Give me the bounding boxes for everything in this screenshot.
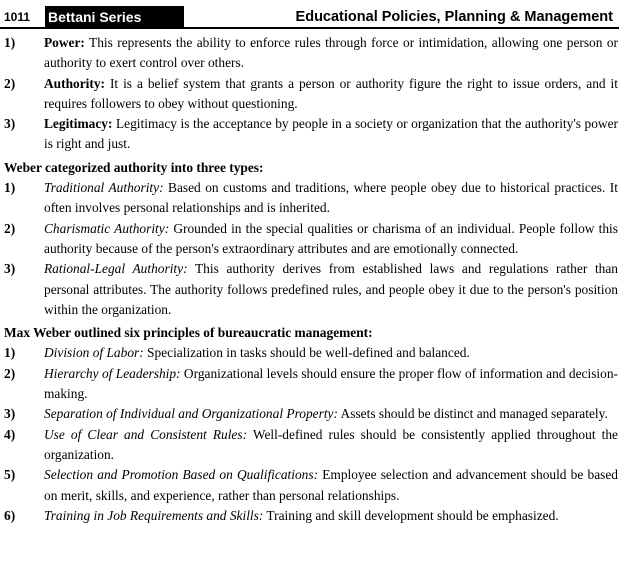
item-text: Employee selection and advancement should be based on merit, skills, and experience, rather than personal relationships. bbox=[44, 467, 618, 503]
item-term: Charismatic Authority: bbox=[44, 220, 170, 236]
item-text: It is a belief system that grants a person or authority figure the right to issue orders, and it requires followers to obey without questioning. bbox=[44, 75, 618, 111]
item-text: Grounded in the special qualities or charisma of an individual. People follow this authority because of the person's extraordinary attributes and are emotionally connected. bbox=[44, 220, 618, 256]
item-number: 4) bbox=[4, 426, 16, 442]
item-text: Based on customs and traditions, where people obey due to historical practices. It often involves personal relationships and is inherited. bbox=[44, 180, 618, 216]
item-number: 2) bbox=[4, 365, 16, 381]
item-term: Traditional Authority: bbox=[44, 180, 164, 196]
list-item-division-of-labor bbox=[4, 343, 618, 363]
list-item-selection-promotion bbox=[4, 465, 618, 506]
item-term: Power: bbox=[44, 35, 85, 50]
list-item-traditional bbox=[4, 178, 618, 219]
item-number: 6) bbox=[4, 507, 16, 523]
item-number: 5) bbox=[4, 467, 16, 483]
item-number: 1) bbox=[4, 345, 16, 361]
item-number: 3) bbox=[4, 406, 16, 422]
item-number: 1) bbox=[4, 35, 16, 50]
section-heading-authority-types: Weber categorized authority into three types: bbox=[4, 159, 264, 175]
book-title: Educational Policies, Planning & Management bbox=[295, 8, 613, 25]
item-text: Assets should be distinct and managed separately. bbox=[337, 406, 608, 422]
item-number: 2) bbox=[4, 75, 16, 91]
item-number: 3) bbox=[4, 261, 16, 277]
list-item-authority bbox=[4, 74, 618, 115]
list-item-hierarchy bbox=[4, 364, 618, 405]
item-text: This represents the ability to enforce rules through force or intimidation, allowing one person or authority to exert control over others. bbox=[44, 35, 618, 71]
item-number: 1) bbox=[4, 180, 16, 196]
item-text: Specialization in tasks should be well-defined and balanced. bbox=[143, 345, 470, 361]
item-number: 2) bbox=[4, 220, 16, 236]
item-term: Hierarchy of Leadership: bbox=[44, 365, 181, 381]
list-item-clear-rules bbox=[4, 425, 618, 466]
item-text: Training and skill development should be emphasized. bbox=[263, 507, 559, 523]
item-text: Organizational levels should ensure the proper flow of information and decision-making. bbox=[44, 365, 618, 402]
page-header bbox=[0, 6, 619, 29]
list-item-legitimacy bbox=[4, 114, 618, 155]
series-label: Bettani Series bbox=[45, 6, 184, 27]
list-item-charismatic bbox=[4, 219, 618, 260]
item-term: Rational-Legal Authority: bbox=[44, 261, 188, 277]
item-term: Selection and Promotion Based on Qualifications: bbox=[44, 467, 319, 483]
item-term: Use of Clear and Consistent Rules: bbox=[44, 426, 248, 442]
page-content bbox=[4, 33, 618, 526]
item-term: Training in Job Requirements and Skills: bbox=[44, 507, 264, 523]
section-heading-bureaucracy: Max Weber outlined six principles of bureaucratic management: bbox=[4, 325, 373, 341]
item-term: Legitimacy: bbox=[44, 116, 113, 132]
item-text: Legitimacy is the acceptance by people in a society or organization that the authority's power is right and just. bbox=[44, 116, 618, 152]
item-term: Separation of Individual and Organizational Property: bbox=[44, 406, 338, 422]
item-text: This authority derives from established laws and regulations rather than personal attributes. The authority follows predefined rules, and people obey it due to the person's position within the organization. bbox=[44, 261, 618, 317]
list-item-rational-legal bbox=[4, 259, 618, 320]
list-item-separation-property bbox=[4, 404, 618, 424]
item-number: 3) bbox=[4, 116, 16, 132]
list-item-power bbox=[4, 33, 618, 74]
item-term: Authority: bbox=[44, 75, 105, 91]
item-text: Well-defined rules should be consistently applied throughout the organization. bbox=[44, 426, 618, 462]
page-number: 1011 bbox=[4, 9, 31, 24]
item-term: Division of Labor: bbox=[44, 345, 144, 361]
list-item-training bbox=[4, 506, 618, 526]
